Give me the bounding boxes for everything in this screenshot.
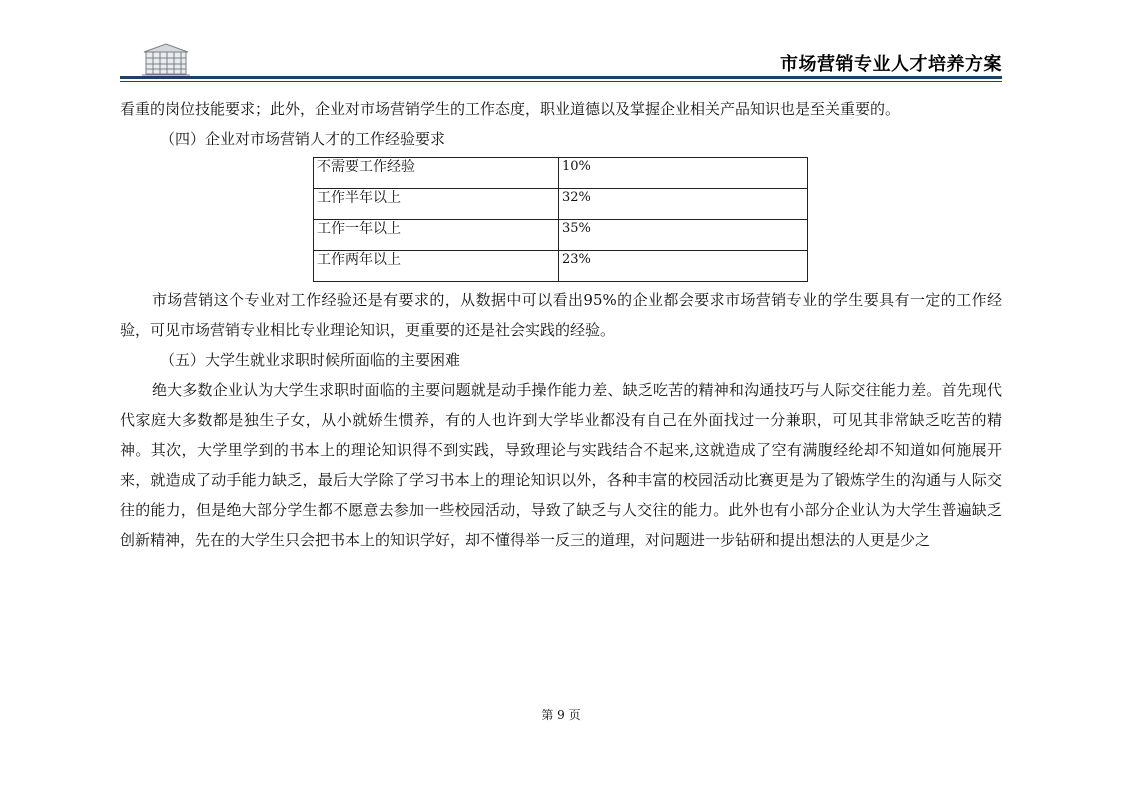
table-cell-value: 32% [559,189,808,220]
table-cell-label: 工作一年以上 [314,220,559,251]
document-header-title: 市场营销专业人才培养方案 [780,54,1002,75]
header-rule-thin [120,81,1002,82]
table-cell-label: 不需要工作经验 [314,158,559,189]
table-cell-label: 工作半年以上 [314,189,559,220]
paragraph-experience-analysis: 市场营销这个专业对工作经验还是有要求的，从数据中可以看出95%的企业都会要求市场营销专业的学生要具有一定的工作经验，可见市场营销专业相比专业理论知识，更重要的还是社会实践的经验。 [120,291,1002,339]
document-body [120,94,1002,555]
paragraph-job-difficulties: 绝大多数企业认为大学生求职时面临的主要问题就是动手操作能力差、缺乏吃苦的精神和沟通技巧与人际交往能力差。首先现代代家庭大多数都是独生子女，从小就娇生惯养，有的人也许到大学毕业都没有自己在外面找过一分兼职，可见其非常缺乏吃苦的精神。其次，大学里学到的书本上的理论知识得不到实践，导致理论与实践结合不起来,这就造成了空有满腹经纶却不知道如何施展开来，就造成了动手能力缺乏，最后大学除了学习书本上的理论知识以外，各种丰富的校园活动比赛更是为了锻炼学生的沟通与人际交往的能力，但是绝大部分学生都不愿意去参加一些校园活动，导致了缺乏与人交往的能力。此外也有小部分企业认为大学生普遍缺乏创新精神，先在的大学生只会把书本上的知识学好，却不懂得举一反三的道理，对问题进一步钻研和提出想法的人更是少之 [120,381,1002,549]
table-cell-value: 35% [559,220,808,251]
table-cell-label: 工作两年以上 [314,251,559,282]
work-experience-table [313,157,808,282]
page-number: 第 9 页 [541,708,581,722]
table-cell-value: 23% [559,251,808,282]
building-logo-icon [140,42,192,78]
section-heading-5: （五）大学生就业求职时候所面临的主要困难 [160,351,461,369]
section-heading-4: （四）企业对市场营销人才的工作经验要求 [160,130,446,148]
table-row [314,189,808,220]
header-rule [120,76,1002,79]
table-row [314,158,808,189]
table-cell-value: 10% [559,158,808,189]
paragraph-continuation: 看重的岗位技能要求；此外，企业对市场营销学生的工作态度，职业道德以及掌握企业相关产品知识也是至关重要的。 [120,100,901,118]
table-row [314,220,808,251]
table-row [314,251,808,282]
